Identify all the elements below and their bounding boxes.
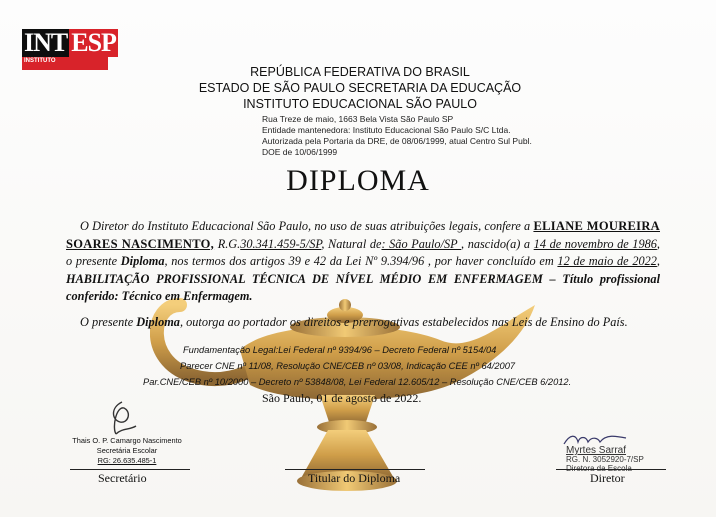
document-header — [180, 64, 540, 158]
legal-basis-2: Parecer CNE nº 11/08, Resolução CNE/CEB nº 03/08, Indicação CEE nº 64/2007 — [180, 361, 516, 371]
rg-number: 30.341.459-5/SP — [240, 236, 322, 251]
issue-date: São Paulo, 01 de agosto de 2022. — [262, 391, 422, 405]
header-institute: INSTITUTO EDUCACIONAL SÃO PAULO — [243, 97, 477, 111]
secretary-signature — [102, 398, 142, 438]
birthplace: : São Paulo/SP — [381, 236, 462, 251]
header-authorization: Autorizada pela Portaria da DRE, de 08/06/1999, atual Centro Sul Publ. DOE de 10/06/1999 — [262, 136, 532, 157]
holder-line — [285, 469, 425, 470]
logo-int-text: INT — [24, 28, 68, 57]
director-rg: RG. N. 3052920-7/SP — [566, 455, 644, 464]
director-line — [556, 469, 666, 470]
secretary-title: Secretária Escolar — [96, 446, 158, 455]
course-title: HABILITAÇÃO PROFISSIONAL TÉCNICA DE NÍVEL MÉDIO EM ENFERMAGEM – Título profissional conferido: Técnico em Enfermagem. — [66, 271, 660, 303]
body-paragraph-1: O Diretor do Instituto Educacional São Paulo, no uso de suas atribuições legais, confere a ELIANE MOUREIRA SOARES NASCIMENTO, R.G.30.341.459-5/SP, Natural de: São Paulo/SP , nascido(a) a 14 de novembro de 1986, o presente Diploma, nos termos dos artigos 39 e 42 da Lei Nº 9.394/96 , por haver concluído em 12 de maio de 2022, HABILITAÇÃO PROFISSIONAL TÉCNICA DE NÍVEL MÉDIO EM ENFERMAGEM – Título profissional conferido: Técnico em Enfermagem. — [66, 219, 660, 303]
header-state: ESTADO DE SÃO PAULO SECRETARIA DA EDUCAÇÃO — [198, 81, 522, 95]
graduate-name: ELIANE MOUREIRA SOARES NASCIMENTO, — [66, 219, 660, 251]
intesp-logo — [22, 28, 116, 71]
legal-basis-1: Fundamentação Legal:Lei Federal nº 9394/96 – Decreto Federal nº 5154/04 — [183, 345, 497, 355]
role-holder: Titular do Diploma — [308, 471, 401, 485]
director-name: Myrtes Sarraf — [566, 445, 627, 456]
birth-date: 14 de novembro de 1986 — [533, 236, 657, 251]
secretary-stamp — [62, 436, 192, 466]
conclusion-date: 12 de maio de 2022 — [557, 254, 657, 268]
diploma-body — [66, 218, 660, 331]
secretary-name: Thais O. P. Camargo Nascimento — [72, 436, 182, 445]
body-paragraph-2: O presente Diploma, outorga ao portador os direitos e prerrogativas estabelecidos nas Leis de Ensino do País. — [80, 314, 628, 329]
secretary-rg: RG: 26.635.485-1 — [97, 456, 157, 465]
header-mantenedora: Entidade mantenedora: Instituto Educacional São Paulo S/C Ltda. — [262, 125, 511, 135]
secretary-line — [70, 469, 190, 470]
role-director: Diretor — [590, 471, 625, 485]
header-address: Rua Treze de maio, 1663 Bela Vista São Paulo SP — [262, 114, 454, 124]
legal-basis-3: Par.CNE/CEB nº 10/2000 – Decreto nº 53848/08, Lei Federal 12.605/12 – Resolução CNE/CEB 6/2012. — [143, 377, 572, 387]
logo-subtitle: INSTITUTO — [22, 57, 108, 65]
role-secretary: Secretário — [98, 471, 147, 485]
logo-bar — [22, 65, 108, 70]
logo-esp-text: ESP — [71, 28, 116, 57]
diploma-word: Diploma — [120, 254, 165, 268]
document-title: DIPLOMA — [286, 164, 430, 197]
header-republic: REPÚBLICA FEDERATIVA DO BRASIL — [250, 65, 470, 79]
